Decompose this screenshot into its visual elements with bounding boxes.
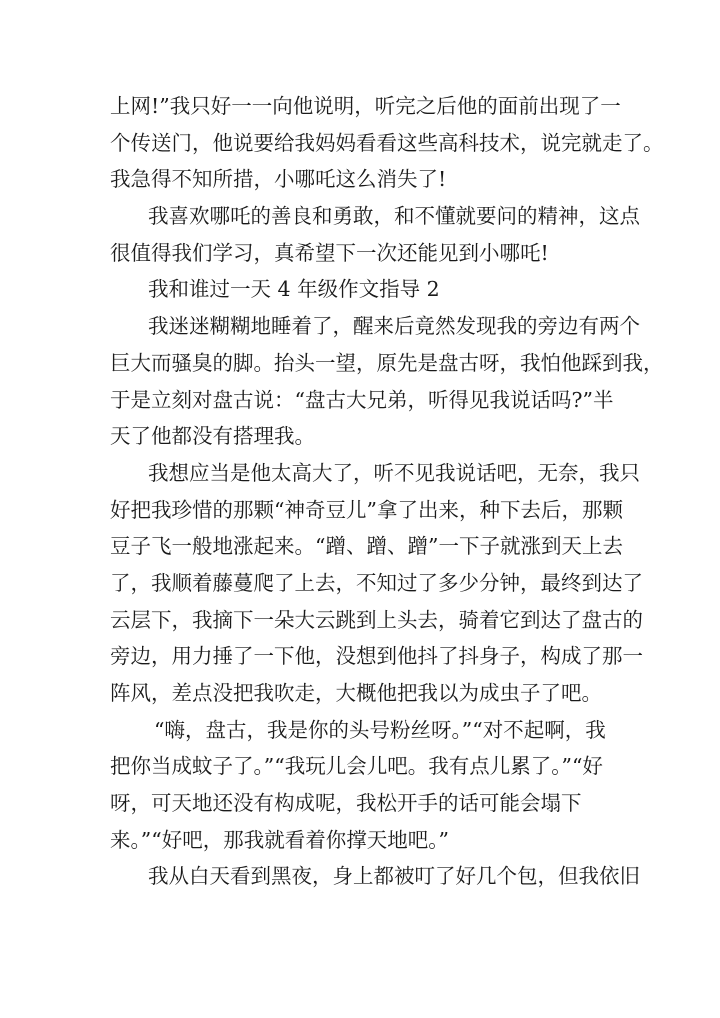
section-heading: 我和谁过一天 4 年级作文指导 2 bbox=[148, 277, 440, 302]
text-line: 阵风，差点没把我吹走，大概他把我以为成虫子了吧。 bbox=[110, 681, 602, 705]
text-line: 好把我珍惜的那颗“神奇豆儿”拿了出来，种下去后，那颗 bbox=[110, 497, 623, 522]
paragraph-start-line: “嗨，盘古，我是你的头号粉丝呀。”“对不起啊，我 bbox=[154, 717, 606, 742]
text-line: 呀，可天地还没有构成呢，我松开手的话可能会塌下 bbox=[110, 791, 582, 816]
paragraph-start-line: 我从白天看到黑夜，身上都被叮了好几个包，但我依旧 bbox=[148, 864, 640, 889]
paragraph-start-line: 我喜欢哪吒的善良和勇敢，和不懂就要问的精神，这点 bbox=[148, 204, 640, 229]
document-body bbox=[110, 88, 664, 895]
text-line: 天了他都没有搭理我。 bbox=[110, 424, 315, 449]
text-line: 上网!”我只好一一向他说明，听完之后他的面前出现了一 bbox=[110, 94, 621, 118]
text-line: 很值得我们学习，真希望下一次还能见到小哪吒! bbox=[110, 240, 549, 265]
paragraph-start-line: 我迷迷糊糊地睡着了，醒来后竟然发现我的旁边有两个 bbox=[148, 314, 640, 339]
text-line: 我急得不知所措，小哪吒这么消失了! bbox=[110, 167, 447, 192]
text-line: 于是立刻对盘古说：“盘古大兄弟，听得见我说话吗?”半 bbox=[110, 387, 614, 412]
text-line: 个传送门，他说要给我妈妈看看这些高科技术，说完就走了。 bbox=[110, 130, 664, 155]
text-line: 云层下，我摘下一朵大云跳到上头去，骑着它到达了盘古的 bbox=[110, 607, 643, 632]
text-line: 把你当成蚊子了。”“我玩儿会儿吧。我有点儿累了。”“好 bbox=[110, 754, 603, 779]
text-line: 来。”“好吧，那我就看着你撑天地吧。” bbox=[110, 827, 449, 852]
text-line: 豆子飞一般地涨起来。“蹭、蹭、蹭”一下子就涨到天上去 bbox=[110, 534, 623, 559]
text-line: 巨大而骚臭的脚。抬头一望，原先是盘古呀，我怕他踩到我， bbox=[110, 350, 664, 375]
paragraph-start-line: 我想应当是他太高大了，听不见我说话吧，无奈，我只 bbox=[148, 460, 640, 485]
text-line: 了，我顺着藤蔓爬了上去，不知过了多少分钟，最终到达了 bbox=[110, 570, 643, 595]
text-line: 旁边，用力捶了一下他，没想到他抖了抖身子，构成了那一 bbox=[110, 644, 643, 669]
